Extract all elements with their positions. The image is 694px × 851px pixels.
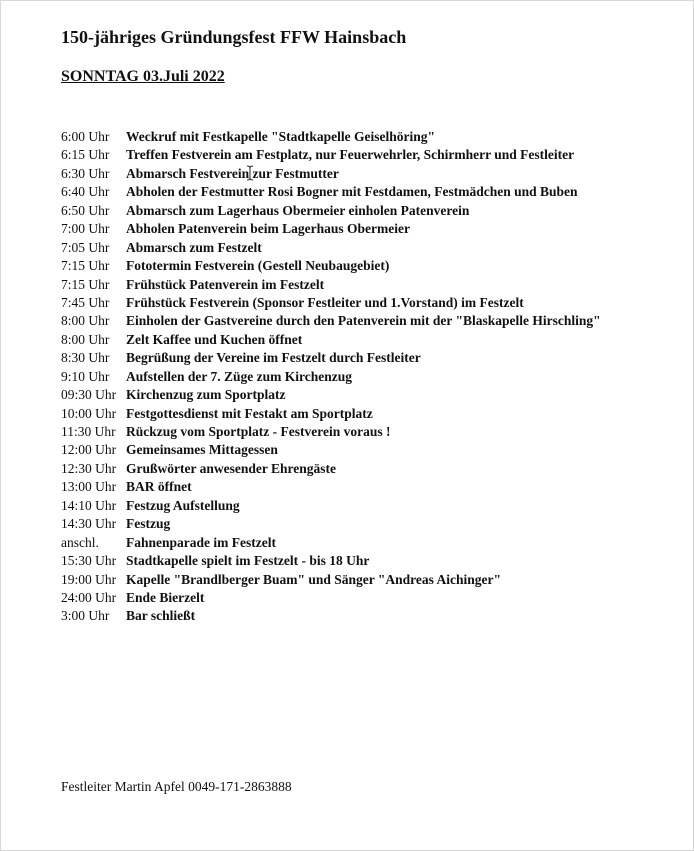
document-footer: Festleiter Martin Apfel 0049-171-2863888 [61,779,292,794]
schedule-time: 9:10 Uhr [61,368,110,384]
schedule-event: Abholen Patenverein beim Lagerhaus Obermeier [126,221,410,237]
schedule-time: 3:00 Uhr [61,608,110,624]
schedule-event: Fahnenparade im Festzelt [126,534,276,550]
schedule-event: Abmarsch zum Festzelt [126,239,262,255]
schedule-event: Rückzug vom Sportplatz - Festverein voraus ! [126,424,391,439]
schedule-row [61,571,601,589]
schedule-event: Kapelle "Brandlberger Buam" und Sänger "Andreas Aichinger" [126,571,502,587]
schedule-event: Bar schließt [126,608,196,624]
schedule-time: anschl. [61,534,99,550]
schedule-event: Zelt Kaffee und Kuchen öffnet [126,331,303,347]
schedule-time: 6:30 Uhr [61,165,110,181]
schedule-row [61,349,601,367]
schedule-row [61,128,601,146]
schedule-row [61,294,601,312]
schedule-time: 6:00 Uhr [61,129,110,144]
schedule-row [61,515,601,533]
schedule-event: Stadtkapelle spielt im Festzelt - bis 18 Uhr [126,553,370,569]
text-cursor-icon [246,165,254,181]
schedule-time: 13:00 Uhr [61,479,117,495]
schedule-time: 09:30 Uhr [61,387,117,403]
schedule-event: Gemeinsames Mittagessen [126,442,278,458]
schedule-time: 6:50 Uhr [61,202,110,218]
document-title: 150-jähriges Gründungsfest FFW Hainsbach [61,27,407,47]
schedule-row [61,478,601,496]
schedule-row [61,146,601,164]
schedule-row [61,220,601,238]
schedule-event: Begrüßung der Vereine im Festzelt durch Festleiter [126,350,421,366]
document-subtitle: SONNTAG 03.Juli 2022 [61,68,225,85]
schedule-row [61,405,601,423]
schedule-list [61,128,601,626]
schedule-time: 10:00 Uhr [61,405,117,421]
schedule-row [61,386,601,404]
schedule-event: Fototermin Festverein (Gestell Neubaugebiet) [126,258,390,274]
schedule-event: Weckruf mit Festkapelle "Stadtkapelle Geiselhöring" [126,129,435,144]
schedule-event: Treffen Festverein am Festplatz, nur Feuerwehrler, Schirmherr und Festleiter [126,147,575,163]
schedule-row [61,257,601,275]
schedule-event: Aufstellen der 7. Züge zum Kirchenzug [126,368,352,384]
schedule-event: Frühstück Festverein (Sponsor Festleiter und 1.Vorstand) im Festzelt [126,294,524,310]
schedule-event: Einholen der Gastvereine durch den Patenverein mit der "Blaskapelle Hirschling" [126,313,601,329]
schedule-row [61,497,601,515]
schedule-event: Ende Bierzelt [126,589,205,605]
schedule-time: 7:05 Uhr [61,239,110,255]
schedule-row [61,276,601,294]
schedule-row [61,165,601,183]
schedule-time: 24:00 Uhr [61,589,117,605]
schedule-row [61,331,601,349]
schedule-event: Abmarsch Festverein zur Festmutter [126,165,339,181]
schedule-event: Grußwörter anwesender Ehrengäste [126,460,336,476]
schedule-event: Festzug Aufstellung [126,497,240,513]
schedule-event: BAR öffnet [126,479,192,495]
schedule-event: Abmarsch zum Lagerhaus Obermeier einholen Patenverein [126,202,470,218]
schedule-time: 6:15 Uhr [61,147,110,163]
schedule-time: 6:40 Uhr [61,184,110,200]
schedule-row [61,423,601,441]
schedule-time: 7:00 Uhr [61,221,110,237]
schedule-event: Frühstück Patenverein im Festzelt [126,276,325,292]
schedule-row [61,312,601,330]
schedule-row [61,589,601,607]
schedule-event: Festzug [126,516,171,532]
schedule-event: Festgottesdienst mit Festakt am Sportplatz [126,405,373,421]
schedule-row [61,441,601,459]
schedule-row [61,183,601,201]
schedule-row [61,368,601,386]
schedule-row [61,239,601,257]
schedule-time: 12:00 Uhr [61,442,117,458]
schedule-row [61,607,601,625]
schedule-row [61,460,601,478]
schedule-time: 7:15 Uhr [61,258,110,274]
schedule-time: 19:00 Uhr [61,571,117,587]
schedule-time: 14:10 Uhr [61,497,117,513]
schedule-event: Kirchenzug zum Sportplatz [126,387,286,403]
schedule-row [61,534,601,552]
schedule-time: 7:45 Uhr [61,294,110,310]
schedule-time: 8:00 Uhr [61,331,110,347]
schedule-time: 7:15 Uhr [61,276,110,292]
schedule-time: 11:30 Uhr [61,424,116,439]
schedule-event: Abholen der Festmutter Rosi Bogner mit Festdamen, Festmädchen und Buben [126,184,578,200]
schedule-time: 12:30 Uhr [61,460,117,476]
schedule-time: 14:30 Uhr [61,516,117,532]
schedule-time: 8:30 Uhr [61,350,110,366]
schedule-row [61,202,601,220]
schedule-time: 15:30 Uhr [61,553,117,569]
schedule-row [61,552,601,570]
schedule-time: 8:00 Uhr [61,313,110,329]
